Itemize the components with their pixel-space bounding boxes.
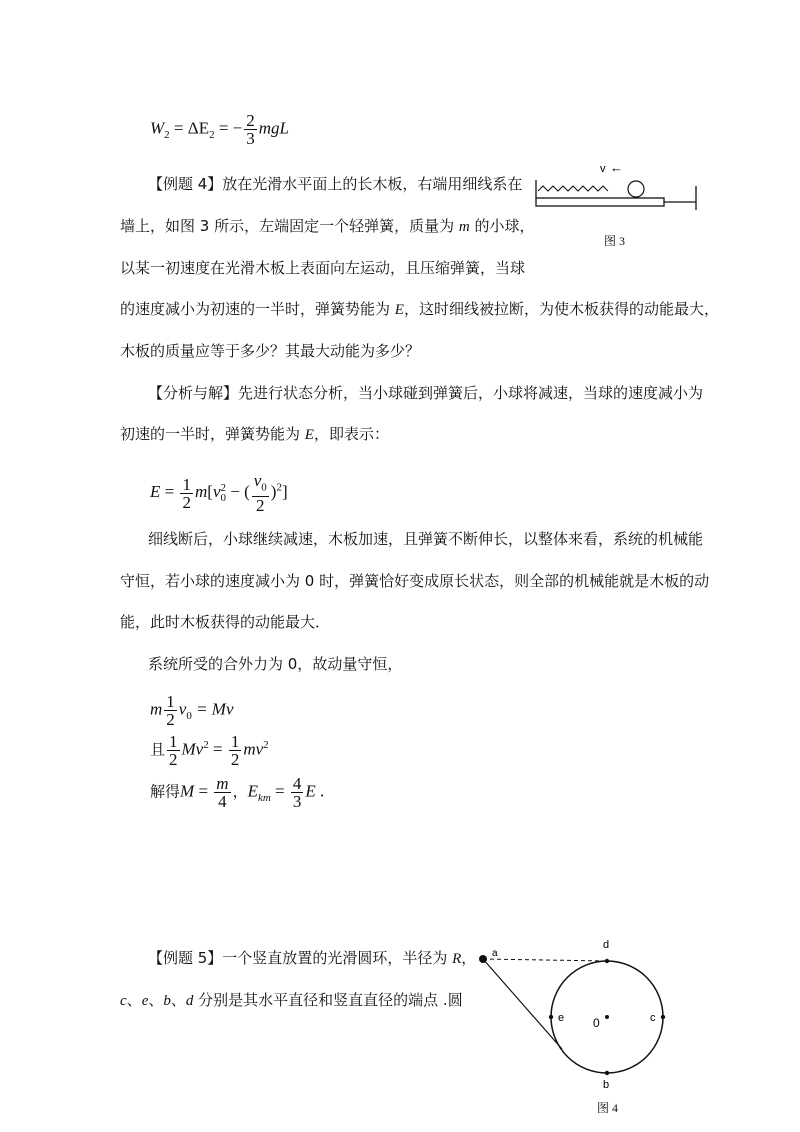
ex5-l1-var: R xyxy=(452,951,462,967)
eq-minus: = − xyxy=(214,118,243,138)
frac-den: 2 xyxy=(230,750,240,769)
frac-num: 1 xyxy=(169,732,178,751)
eq-e-close: ] xyxy=(281,482,288,502)
body-p1-line2: 守恒，若小球的速度减小为 0 时，弹簧恰好变成原长状态，则全部的机械能就是木板的动 xyxy=(120,572,710,590)
eq-sol-E: E xyxy=(247,781,258,801)
point-b xyxy=(605,1071,609,1075)
figure-3-caption: 图 3 xyxy=(604,234,626,248)
eq-mom-m: m xyxy=(150,699,163,719)
eq-e-minus: − ( xyxy=(225,482,250,502)
point-d xyxy=(605,959,609,963)
eq-e-sq: 2 xyxy=(276,481,282,494)
frac-num: 1 xyxy=(166,692,175,711)
frac-num: 1 xyxy=(230,732,240,751)
eq-sol-eq2: = xyxy=(270,781,289,801)
eq-e-v: v xyxy=(212,482,221,502)
ex5-sep3: 、 xyxy=(170,991,186,1009)
eq-mom-v: v xyxy=(178,699,187,719)
ex4-l2-post: 的小球， xyxy=(469,217,535,235)
frac-den: 3 xyxy=(292,792,302,811)
label-o: 0 xyxy=(593,1016,600,1030)
an-l2-pre: 初速的一半时，弹簧势能为 xyxy=(120,425,305,443)
figure-3 xyxy=(516,158,706,218)
incline-line xyxy=(483,959,565,1049)
eq-sol-eq: = xyxy=(194,781,213,801)
label-c: c xyxy=(650,1012,656,1024)
eq-en-lhs: Mv xyxy=(181,739,204,759)
frac-num-sub: 0 xyxy=(261,481,267,494)
ex4-l4-post: ，这时细线被拉断，为使木板获得的动能最大， xyxy=(403,300,719,318)
analysis-line2 xyxy=(120,423,389,446)
analysis-line1: 【分析与解】先进行状态分析，当小球碰到弹簧后，小球将减速，当球的速度减小为 xyxy=(148,384,704,402)
example4-line1: 【例题 4】放在光滑水平面上的长木板，右端用细线系在 xyxy=(148,175,523,193)
equation-w2 xyxy=(150,112,289,147)
ex5-sep1: 、 xyxy=(126,991,142,1009)
figure-4 xyxy=(470,930,690,1095)
ex5-d: d xyxy=(185,993,194,1009)
frac-den: 2 xyxy=(182,492,191,512)
equation-e xyxy=(150,472,288,514)
eq-e-v-sub: 0 xyxy=(220,492,226,505)
label-b: b xyxy=(603,1079,610,1091)
body-p1-line3: 能，此时木板获得的动能最大． xyxy=(120,613,331,631)
fraction-half xyxy=(180,476,193,511)
eq-e-eq: = xyxy=(160,482,179,502)
point-c xyxy=(661,1015,665,1019)
eq-en-eq: = xyxy=(208,739,227,759)
fraction-half-1 xyxy=(167,733,180,768)
frac-num: m xyxy=(216,774,229,793)
an-l2-post: ，即表示： xyxy=(313,425,389,443)
velocity-arrow-icon: ← xyxy=(610,160,623,175)
eq-sol-period: . xyxy=(315,781,325,801)
eq-en-rhs-sup: 2 xyxy=(263,738,269,751)
frac-num-v: v xyxy=(253,471,262,490)
body-p1-line1: 细线断后，小球继续减速，木板加速，且弹簧不断伸长，以整体来看，系统的机械能 xyxy=(148,530,704,548)
ball xyxy=(628,181,644,197)
fraction-half xyxy=(164,693,177,728)
eq-delta-sub: 2 xyxy=(209,128,215,141)
label-d: d xyxy=(603,939,610,951)
figure-4-caption: 图 4 xyxy=(597,1101,619,1115)
frac-num: 2 xyxy=(246,111,255,130)
eq-mom-rhs: = Mv xyxy=(191,699,234,719)
example5-line1 xyxy=(148,947,476,970)
example4-line4 xyxy=(120,298,719,321)
board xyxy=(536,198,664,206)
frac-num: 4 xyxy=(292,774,302,793)
equation-energy xyxy=(150,733,269,768)
eq-en-rhs: mv xyxy=(243,739,264,759)
frac-num xyxy=(252,472,269,497)
point-e xyxy=(549,1015,553,1019)
an-l2-var: E xyxy=(304,427,314,443)
dashed-line xyxy=(483,959,607,961)
eq-e-m: m xyxy=(194,482,208,502)
eq-sol-comma: ， xyxy=(232,782,248,801)
eq-w-symbol: W xyxy=(150,118,165,138)
ex5-l2-post: 分别是其水平直径和竖直直径的端点 .圆 xyxy=(193,991,463,1009)
ex4-l2-var: m xyxy=(458,219,470,235)
eq-delta-e: = ΔE xyxy=(169,118,210,138)
eq-w-sub: 2 xyxy=(164,128,170,141)
frac-num: 1 xyxy=(182,474,191,494)
fraction-half-2 xyxy=(229,733,242,768)
label-e: e xyxy=(558,1012,565,1024)
spring xyxy=(538,186,608,191)
eq-mgl: mgL xyxy=(258,118,289,138)
eq-sol-M: M xyxy=(180,781,195,801)
frac-den: 4 xyxy=(218,792,227,811)
eq-mom-v-sub: 0 xyxy=(186,709,192,722)
ex4-l4-var: E xyxy=(394,302,404,318)
ex4-l2-pre: 墙上，如图 3 所示，左端固定一个轻弹簧，质量为 xyxy=(120,217,459,235)
ex4-l4-pre: 的速度减小为初速的一半时，弹簧势能为 xyxy=(120,300,395,318)
ex5-sep2: 、 xyxy=(148,991,164,1009)
eq-e-v-sup: 2 xyxy=(220,482,226,495)
frac-den: 2 xyxy=(256,496,265,516)
velocity-label: v xyxy=(600,163,606,175)
equation-momentum xyxy=(150,693,234,728)
ex5-b: b xyxy=(163,993,171,1009)
fraction-4-3 xyxy=(291,775,304,810)
eq-sol-E2: E xyxy=(305,781,316,801)
eq-e-open: [ xyxy=(207,482,213,502)
eq-sol-prefix: 解得 xyxy=(150,782,181,801)
example4-line3: 以某一初速度在光滑木板上表面向左运动，且压缩弹簧，当球 xyxy=(120,259,526,277)
label-a: a xyxy=(492,948,498,959)
body-p2: 系统所受的合外力为 0，故动量守恒， xyxy=(148,655,403,673)
eq-en-prefix: 且 xyxy=(150,740,166,759)
frac-den: 3 xyxy=(246,129,255,148)
fraction-two-thirds xyxy=(244,112,257,147)
example5-line2 xyxy=(120,989,463,1012)
ex5-c: c xyxy=(120,993,127,1009)
eq-e-lhs: E xyxy=(150,482,161,502)
point-o xyxy=(605,1015,609,1019)
eq-e-close-paren: ) xyxy=(270,482,277,502)
ex5-l1-post: ， xyxy=(461,949,477,967)
example4-line5: 木板的质量应等于多少？其最大动能为多少？ xyxy=(120,342,421,360)
eq-en-lhs-sup: 2 xyxy=(203,738,209,751)
frac-den: 2 xyxy=(169,750,178,769)
point-a xyxy=(479,955,487,963)
fraction-m-4 xyxy=(214,775,230,810)
ex5-l1-pre: 【例题 5】一个竖直放置的光滑圆环，半径为 xyxy=(148,949,453,967)
eq-sol-E-sub: km xyxy=(257,791,271,804)
ex5-e: e xyxy=(141,993,149,1009)
fraction-v0-half xyxy=(252,472,269,514)
equation-solution xyxy=(150,775,324,810)
example4-line2 xyxy=(120,215,534,238)
frac-den: 2 xyxy=(166,710,175,729)
